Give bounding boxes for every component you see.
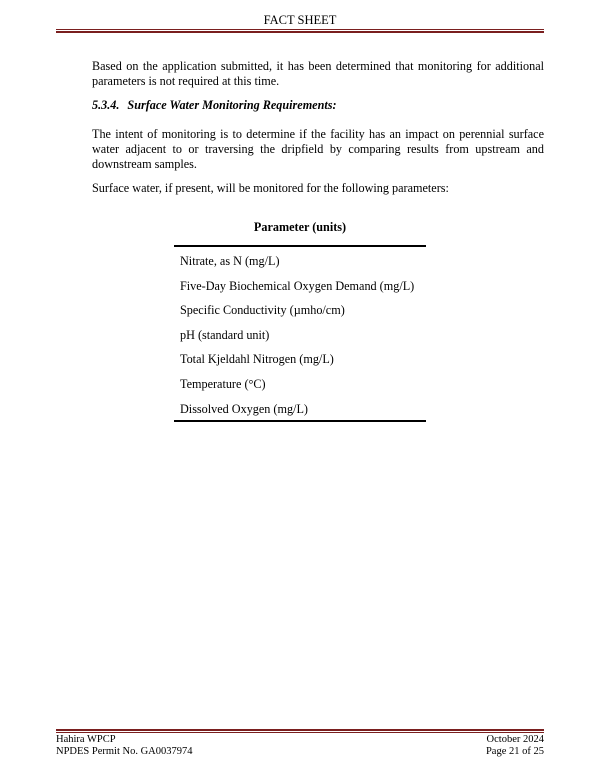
header-rule-thick — [56, 31, 544, 33]
table-top-rule — [174, 245, 426, 247]
section-title: Surface Water Monitoring Requirements: — [127, 98, 337, 112]
footer-rule-thin — [56, 732, 544, 733]
section-number: 5.3.4. — [92, 98, 120, 112]
parameter-row: Specific Conductivity (µmho/cm) — [180, 303, 345, 318]
section-heading — [92, 98, 544, 113]
table-header-parameter: Parameter (units) — [253, 220, 347, 234]
footer-permit: NPDES Permit No. GA0037974 — [56, 746, 193, 757]
parameter-row: Total Kjeldahl Nitrogen (mg/L) — [180, 352, 334, 367]
parameter-row: pH (standard unit) — [180, 327, 270, 342]
lead-in-paragraph: Surface water, if present, will be monitored for the following parameters: — [92, 181, 449, 195]
intro-paragraph: Based on the application submitted, it has been determined that monitoring for additional parameters is not required at this time. — [92, 59, 544, 88]
page-header-title: FACT SHEET — [263, 13, 337, 27]
parameter-row: Five-Day Biochemical Oxygen Demand (mg/L) — [180, 278, 415, 293]
table-bottom-rule — [174, 420, 426, 422]
parameter-row: Temperature (°C) — [180, 376, 266, 391]
footer-left — [56, 734, 193, 758]
footer-facility: Hahira WPCP — [56, 734, 116, 745]
parameter-row: Dissolved Oxygen (mg/L) — [180, 401, 308, 416]
footer-page-number: Page 21 of 25 — [485, 746, 544, 757]
header-rule-thin — [56, 29, 544, 30]
parameter-list — [180, 254, 426, 426]
parameter-row: Nitrate, as N (mg/L) — [180, 254, 280, 268]
footer-rule-thick — [56, 729, 544, 731]
footer-right — [486, 734, 544, 758]
footer-date: October 2024 — [486, 734, 544, 745]
intent-paragraph: The intent of monitoring is to determine if the facility has an impact on perennial surface water adjacent to or traversing the dripfield by comparing results from upstream and downstream samples. — [92, 127, 544, 171]
